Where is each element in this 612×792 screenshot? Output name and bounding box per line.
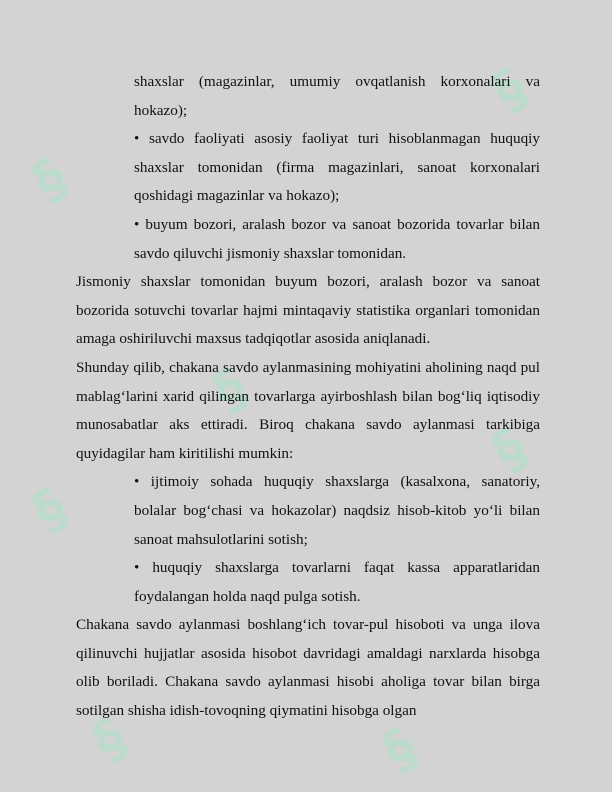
watermark-logo-icon: §	[22, 145, 78, 214]
list-item: • savdo faoliyati asosiy faoliyat turi hisoblanmagan huquqiy shaxslar tomonidan (firma magazinlari, sanoat korxonalari qoshidagi magazinlar va hokazo);	[134, 130, 540, 205]
paragraph: Chakana savdo aylanmasi boshlang‘ich tovar-pul hisoboti va unga ilova qilinuvchi hujjatlar asosida hisobot davridagi amaldagi narxlarda hisobga olib boriladi. Chakana savdo aylanmasi hisobi aholiga tovar bilan birga sotilgan shisha idish-tovoqning qiymatini hisobga olgan	[76, 616, 540, 720]
list-item: • huquqiy shaxslarga tovarlarni faqat kassa apparatlaridan foydalangan holda naqd pulga sotish.	[134, 559, 541, 605]
watermark-logo-icon: §	[482, 415, 538, 484]
watermark-logo-icon: §	[202, 355, 258, 424]
paragraph: Jismoniy shaxslar tomonidan buyum bozori, aralash bozor va sanoat bozorida sotuvchi tovarlar hajmi mintaqaviy statistika organlari tomonidan amaga oshiriluvchi maxsus tadqiqotlar asosida aniqlanadi.	[76, 273, 540, 348]
list-item: • ijtimoiy sohada huquqiy shaxslarga (kasalxona, sanatoriy, bolalar bog‘chasi va hokazolar) naqdsiz hisob-kitob yo‘li bilan sanoat mahsulotlarini sotish;	[134, 473, 540, 548]
bullet-icon: •	[134, 130, 140, 148]
bullet-icon: •	[134, 559, 140, 577]
document-body	[76, 68, 540, 726]
bullet-icon: •	[134, 215, 140, 233]
watermark-logo-icon: §	[22, 475, 78, 544]
paragraph: Shunday qilib, chakana savdo aylanmasining mohiyatini aholining naqd pul mablag‘larini xarid qilingan tovarlarga ayirboshlash bilan bog‘liq iqtisodiy munosabatlar aks ettiradi. Biroq chakana savdo aylanmasi tarkibiga quyidagilar ham kiritilishi mumkin:	[76, 358, 540, 462]
watermark-logo-icon: §	[82, 705, 138, 774]
bullet-icon: •	[134, 473, 140, 491]
watermark-logo-icon: §	[482, 55, 538, 124]
watermark-logo-icon: §	[372, 715, 428, 784]
list-item-continuation: shaxslar (magazinlar, umumiy ovqatlanish korxonalari va hokazo);	[134, 73, 540, 119]
list-item: • buyum bozori, aralash bozor va sanoat bozorida tovarlar bilan savdo qiluvchi jismoniy shaxslar tomonidan.	[134, 215, 541, 262]
